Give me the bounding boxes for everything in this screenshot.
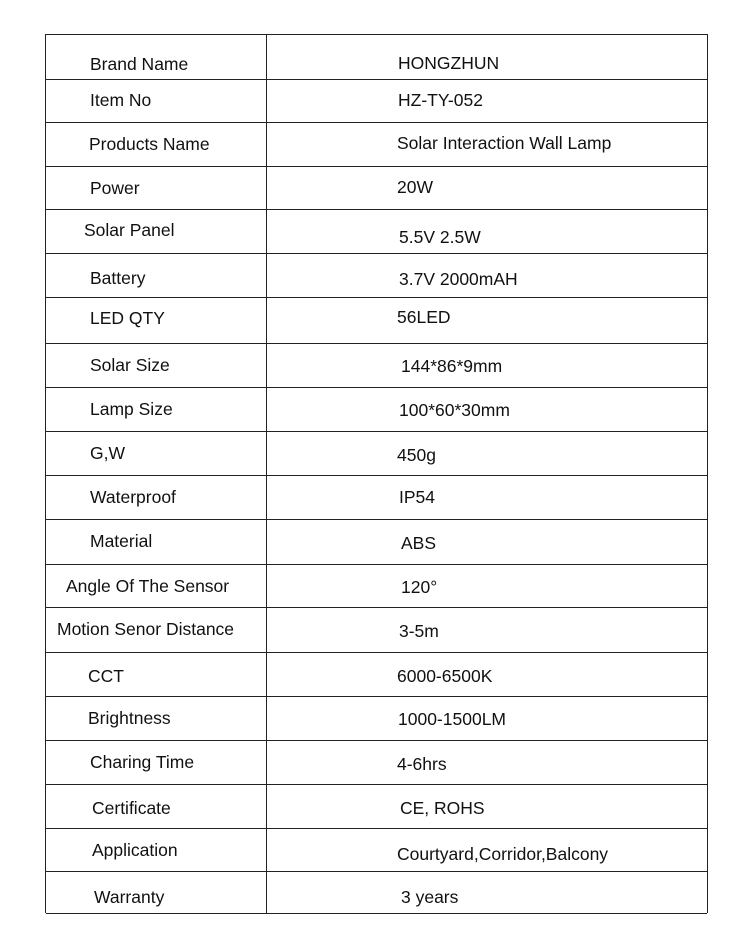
spec-label: CCT — [88, 666, 124, 686]
spec-label: Lamp Size — [90, 399, 173, 419]
table-row — [46, 785, 707, 829]
spec-label: Motion Senor Distance — [57, 619, 235, 639]
spec-value: 20W — [397, 177, 433, 197]
spec-label: Application — [92, 840, 178, 860]
spec-value: 6000-6500K — [397, 666, 493, 686]
spec-label: Power — [90, 178, 140, 198]
table-row — [46, 432, 707, 476]
spec-value: 100*60*30mm — [399, 400, 510, 420]
table-row — [46, 388, 707, 432]
spec-label: Battery — [90, 268, 146, 288]
table-row — [46, 565, 707, 608]
spec-label: G,W — [90, 443, 125, 463]
spec-value: 1000-1500LM — [398, 709, 506, 729]
spec-label: Certificate — [92, 798, 171, 818]
spec-label: Warranty — [94, 887, 165, 907]
spec-label: Waterproof — [90, 487, 176, 507]
spec-value: 3.7V 2000mAH — [399, 269, 518, 289]
spec-value: 4-6hrs — [397, 754, 447, 774]
spec-label: Brand Name — [90, 54, 189, 74]
table-row — [46, 829, 707, 872]
table-row — [46, 298, 707, 344]
spec-value: 144*86*9mm — [401, 356, 503, 376]
spec-value: 3-5m — [399, 621, 439, 641]
spec-value: CE, ROHS — [400, 798, 485, 818]
table-row — [46, 167, 707, 210]
spec-label: Solar Panel — [84, 220, 175, 240]
spec-value: 450g — [397, 445, 436, 465]
table-row — [46, 608, 707, 653]
spec-value: ABS — [401, 533, 437, 553]
spec-value: Courtyard,Corridor,Balcony — [397, 844, 609, 864]
spec-label: Material — [90, 531, 153, 551]
spec-value: 5.5V 2.5W — [399, 227, 481, 247]
spec-value: 3 years — [401, 887, 459, 907]
spec-label: Charing Time — [90, 752, 195, 772]
table-row — [46, 80, 707, 123]
table-row — [46, 123, 707, 167]
spec-label: Angle Of The Sensor — [66, 576, 230, 596]
table-row — [46, 35, 707, 80]
spec-label: LED QTY — [90, 308, 165, 328]
spec-value: HONGZHUN — [398, 53, 500, 73]
spec-value: 56LED — [397, 307, 451, 327]
spec-label: Brightness — [88, 708, 171, 728]
table-row — [46, 697, 707, 741]
spec-label: Item No — [90, 90, 152, 110]
table-row — [46, 476, 707, 520]
table-row — [46, 210, 707, 254]
table-row — [46, 344, 707, 388]
table-row — [46, 741, 707, 785]
spec-value: HZ-TY-052 — [398, 90, 483, 110]
spec-table — [45, 34, 708, 913]
spec-label: Products Name — [89, 134, 210, 154]
table-row — [46, 872, 707, 914]
table-row — [46, 520, 707, 565]
spec-value: 120° — [401, 577, 438, 597]
spec-value: Solar Interaction Wall Lamp — [397, 133, 612, 153]
spec-value: IP54 — [399, 487, 435, 507]
table-row — [46, 254, 707, 298]
table-row — [46, 653, 707, 697]
spec-label: Solar Size — [90, 355, 170, 375]
